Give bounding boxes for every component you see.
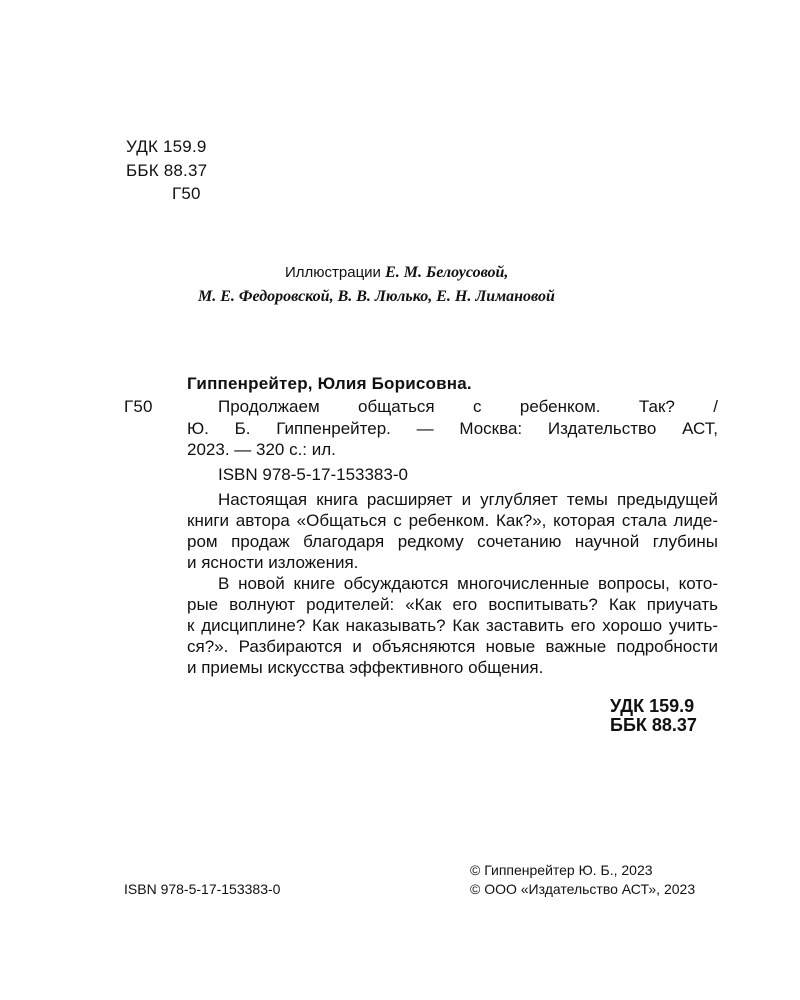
copyright-publisher: © ООО «Издательство АСТ», 2023 (470, 881, 696, 897)
annotation-p1-line-3: ром продаж благодаря редкому сочетанию научной глубины (187, 532, 718, 551)
annotation-p1-line-2: книги автора «Общаться с ребенком. Как?», которая стала лиде- (187, 511, 718, 530)
catalog-isbn: ISBN 978-5-17-153383-0 (218, 465, 408, 484)
copyright-author: © Гиппенрейтер Ю. Б., 2023 (470, 862, 653, 878)
annotation-p1-line-4: и ясности изложения. (187, 553, 359, 572)
illustrations-line-1 (285, 261, 508, 285)
author-mark-top: Г50 (172, 184, 201, 203)
annotation-p2-line-4: ся?». Разбираются и объясняются новые важные подробности (187, 637, 718, 656)
udk-code-right: УДК 159.9 (610, 696, 695, 716)
catalog-desc-line-1: Продолжаем общаться с ребенком. Так? / (218, 397, 718, 416)
annotation-p1-line-1: Настоящая книга расширяет и углубляет темы предыдущей (218, 490, 718, 509)
annotation-p2-line-2: рые волнуют родителей: «Как его воспитывать? Как приучать (187, 595, 718, 614)
illustrator-name-1: Е. М. Белоусовой, (385, 264, 509, 281)
catalog-desc-line-3: 2023. — 320 с.: ил. (187, 440, 336, 459)
bbk-code-top: ББК 88.37 (126, 161, 208, 180)
annotation-p2-line-1: В новой книге обсуждаются многочисленные вопросы, кото- (218, 574, 718, 593)
catalog-desc-line-2: Ю. Б. Гиппенрейтер. — Москва: Издательство АСТ, (187, 419, 718, 438)
illustrator-names-2: М. Е. Федоровской, В. В. Люлько, Е. Н. Лимановой (198, 288, 555, 305)
footer-isbn: ISBN 978-5-17-153383-0 (124, 881, 281, 897)
illustrations-prefix: Иллюстрации (285, 264, 381, 281)
bbk-code-right: ББК 88.37 (610, 715, 697, 735)
annotation-p2-line-3: к дисциплине? Как наказывать? Как заставить его хорошо учить- (187, 616, 718, 635)
catalog-author: Гиппенрейтер, Юлия Борисовна. (187, 374, 472, 393)
illustrations-line-2 (198, 285, 555, 309)
catalog-mark: Г50 (124, 397, 153, 416)
udk-code-top: УДК 159.9 (126, 137, 207, 156)
annotation-p2-line-5: и приемы искусства эффективного общения. (187, 658, 544, 677)
